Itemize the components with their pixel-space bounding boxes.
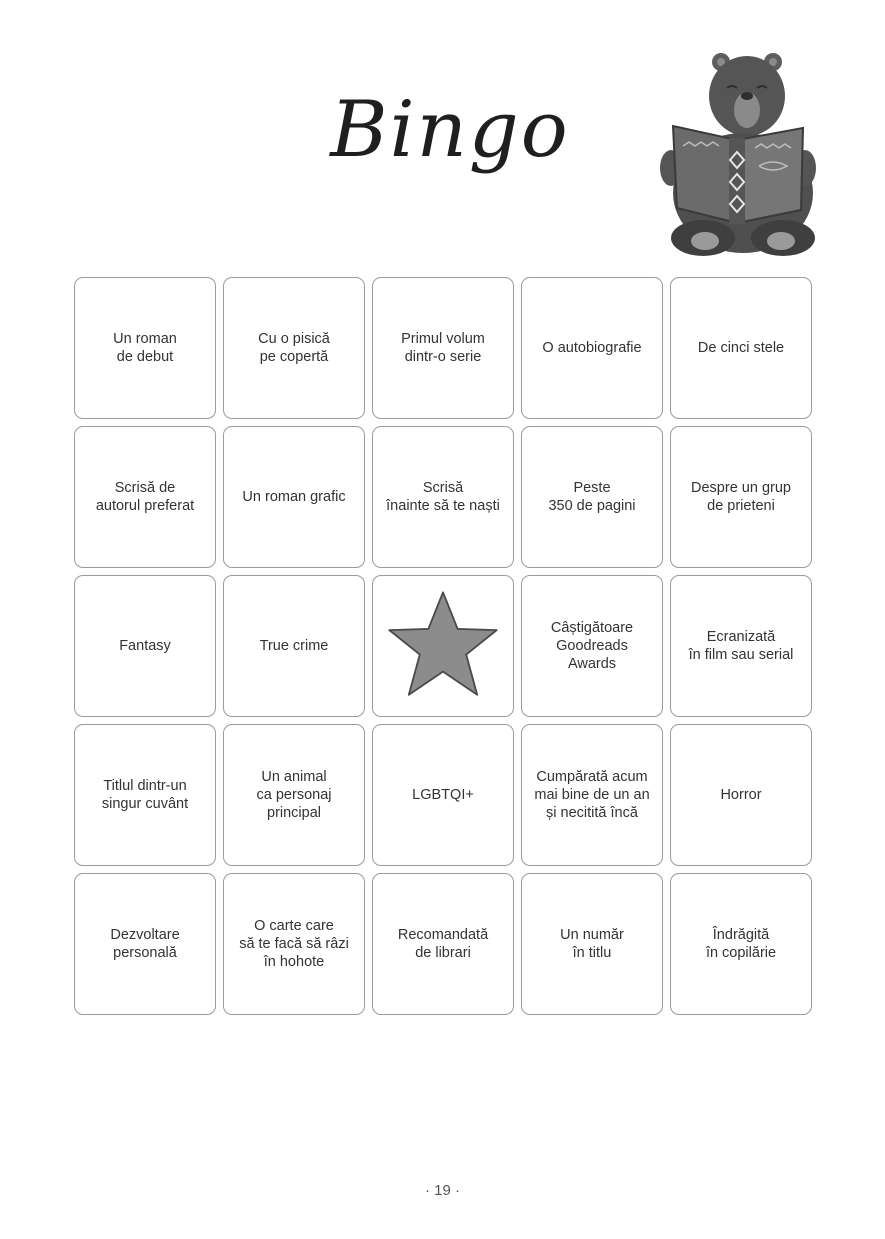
star-icon (382, 585, 504, 707)
bingo-cell: Despre un grup de prieteni (670, 426, 812, 568)
bingo-cell: Dezvoltare personală (74, 873, 216, 1015)
bingo-cell: O carte care să te facă să râzi în hohote (223, 873, 365, 1015)
bingo-cell: LGBTQI+ (372, 724, 514, 866)
bingo-cell: Peste 350 de pagini (521, 426, 663, 568)
bingo-cell: Recomandată de librari (372, 873, 514, 1015)
bingo-cell: De cinci stele (670, 277, 812, 419)
bingo-free-cell (372, 575, 514, 717)
bingo-cell: Fantasy (74, 575, 216, 717)
bingo-cell: Scrisă de autorul preferat (74, 426, 216, 568)
bingo-cell: Îndrăgită în copilărie (670, 873, 812, 1015)
bingo-cell: Primul volum dintr-o serie (372, 277, 514, 419)
bingo-cell: Cumpărată acum mai bine de un an și necitită încă (521, 724, 663, 866)
page-title: Bingo (330, 85, 570, 175)
bingo-cell: True crime (223, 575, 365, 717)
bingo-cell: Un roman grafic (223, 426, 365, 568)
bingo-cell: O autobiografie (521, 277, 663, 419)
bingo-cell: Horror (670, 724, 812, 866)
bingo-cell: Scrisă înainte să te naști (372, 426, 514, 568)
bingo-cell: Un număr în titlu (521, 873, 663, 1015)
bingo-cell: Un animal ca personaj principal (223, 724, 365, 866)
page-number: · 19 · (424, 1182, 460, 1199)
bingo-cell: Cu o pisică pe copertă (223, 277, 365, 419)
bingo-grid (74, 277, 812, 1015)
bingo-cell: Ecranizată în film sau serial (670, 575, 812, 717)
bingo-cell: Câștigătoare Goodreads Awards (521, 575, 663, 717)
bingo-cell: Un roman de debut (74, 277, 216, 419)
bear-reading-book-icon (655, 48, 825, 263)
bingo-cell: Titlul dintr-un singur cuvânt (74, 724, 216, 866)
